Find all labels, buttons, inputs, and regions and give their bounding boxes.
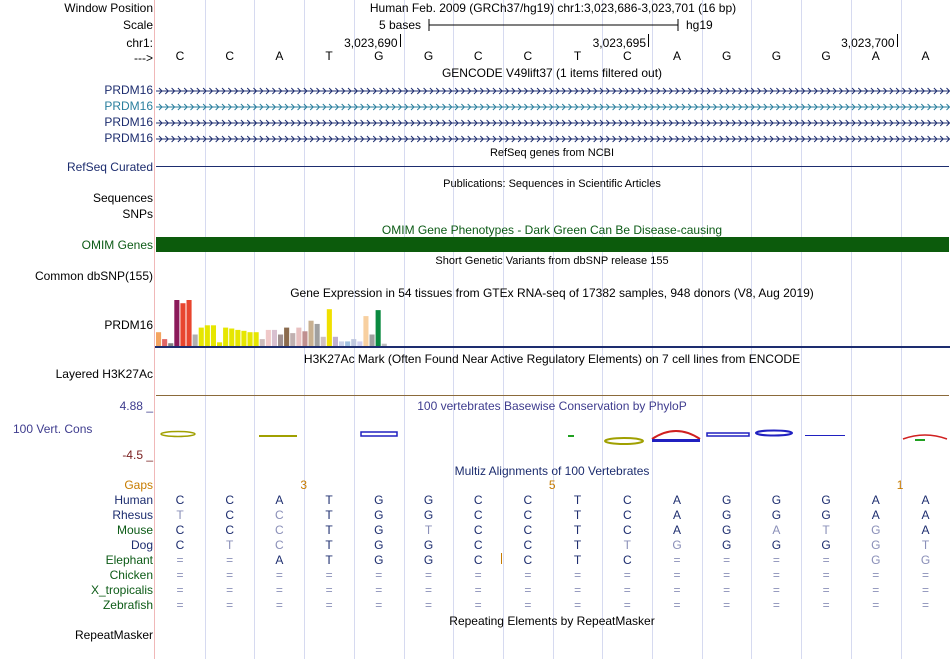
aligned-base: = xyxy=(872,568,880,582)
aligned-base: = xyxy=(325,568,333,582)
h3k27ac-baseline xyxy=(156,395,949,396)
aligned-base: T xyxy=(573,538,582,552)
aligned-base: = xyxy=(226,553,234,567)
insertion-marker xyxy=(501,553,502,564)
gtex-tissue-bar[interactable] xyxy=(370,335,375,347)
gencode-track-title[interactable]: GENCODE V49lift37 (1 items filtered out) xyxy=(441,66,663,80)
aligned-base: = xyxy=(723,553,731,567)
reference-base: C xyxy=(225,49,235,63)
aligned-base: = xyxy=(822,553,830,567)
species-label[interactable]: Zebrafish xyxy=(102,598,153,612)
aligned-base: = xyxy=(424,583,432,597)
aligned-base: = xyxy=(623,598,631,612)
aligned-base: C xyxy=(275,538,284,552)
aligned-base: = xyxy=(772,568,780,582)
refseq-title[interactable]: RefSeq genes from NCBI xyxy=(489,147,615,159)
conservation-max: 4.88 _ xyxy=(119,399,153,413)
aligned-base: = xyxy=(524,598,532,612)
aligned-base: G xyxy=(374,523,384,537)
gtex-tissue-bar[interactable] xyxy=(235,330,240,346)
gtex-tissue-bar[interactable] xyxy=(205,325,210,346)
gtex-tissue-bar[interactable] xyxy=(284,328,289,346)
coord-tick-mark xyxy=(400,34,401,47)
coord-tick-mark xyxy=(897,34,898,47)
aligned-base: G xyxy=(722,493,732,507)
aligned-base: T xyxy=(573,508,582,522)
coord-tick-label: 3,023,700 xyxy=(841,36,895,50)
aligned-base: C xyxy=(225,508,235,522)
aligned-base: = xyxy=(325,598,333,612)
aligned-base: = xyxy=(822,598,830,612)
aligned-base: G xyxy=(423,553,434,567)
gtex-tissue-bar[interactable] xyxy=(315,324,320,346)
aligned-base: G xyxy=(821,493,831,507)
gencode-gene-label[interactable]: PRDM16 xyxy=(104,99,153,113)
species-label[interactable]: Elephant xyxy=(105,553,153,567)
gtex-tissue-bar[interactable] xyxy=(321,337,326,346)
aligned-base: G xyxy=(722,523,732,537)
gtex-tissue-bar[interactable] xyxy=(180,303,185,346)
aligned-base: = xyxy=(574,583,582,597)
aligned-base: G xyxy=(821,508,831,522)
aligned-base: G xyxy=(871,523,881,537)
gap-count: 3 xyxy=(300,478,308,492)
aligned-base: = xyxy=(176,568,184,582)
omim-label[interactable]: OMIM Genes xyxy=(81,238,153,252)
gtex-tissue-bar[interactable] xyxy=(241,331,246,346)
gencode-gene-feature[interactable] xyxy=(155,133,950,145)
aligned-base: G xyxy=(771,538,782,552)
species-label[interactable]: Dog xyxy=(130,538,153,552)
aligned-base: C xyxy=(523,508,533,522)
aligned-base: C xyxy=(473,508,483,522)
scale-value: 5 bases xyxy=(379,18,422,32)
gencode-gene-label[interactable]: PRDM16 xyxy=(104,115,153,129)
aligned-base: G xyxy=(771,508,782,522)
gencode-gene-label[interactable]: PRDM16 xyxy=(104,131,153,145)
gtex-gene-label[interactable]: PRDM16 xyxy=(104,318,153,332)
reference-base: A xyxy=(275,49,284,63)
aligned-base: A xyxy=(275,493,284,507)
gencode-gene-feature[interactable] xyxy=(155,117,950,129)
gtex-tissue-bar[interactable] xyxy=(382,344,387,346)
aligned-base: A xyxy=(871,493,880,507)
conservation-logo[interactable] xyxy=(155,425,950,447)
aligned-base: = xyxy=(623,583,631,597)
aligned-base: = xyxy=(723,568,731,582)
coord-tick-mark xyxy=(648,34,649,47)
gtex-tissue-bar[interactable] xyxy=(363,316,368,346)
aligned-base: T xyxy=(424,523,433,537)
gtex-tissue-bar[interactable] xyxy=(199,328,204,346)
aligned-base: = xyxy=(673,598,681,612)
aligned-base: = xyxy=(822,568,830,582)
gtex-tissue-bar[interactable] xyxy=(290,333,295,346)
aligned-base: T xyxy=(325,538,333,552)
dbsnp-label[interactable]: Common dbSNP(155) xyxy=(34,269,153,283)
gtex-tissue-bar[interactable] xyxy=(187,300,192,346)
gaps-label[interactable]: Gaps xyxy=(124,478,153,492)
aligned-base: T xyxy=(325,553,333,567)
aligned-base: = xyxy=(524,568,532,582)
aligned-base: T xyxy=(325,508,333,522)
gtex-title[interactable]: Gene Expression in 54 tissues from GTEx RNA-seq of 17382 samples, 948 donors (V8, Aug 2019) xyxy=(290,286,814,300)
strand-arrow-label[interactable]: ---> xyxy=(134,51,153,65)
aligned-base: = xyxy=(474,583,482,597)
aligned-base: T xyxy=(176,508,184,522)
aligned-base: = xyxy=(424,568,432,582)
aligned-base: C xyxy=(473,523,483,537)
coord-tick-label: 3,023,695 xyxy=(592,36,646,50)
aligned-base: = xyxy=(275,583,283,597)
aligned-base: G xyxy=(374,493,384,507)
aligned-base: = xyxy=(325,583,333,597)
dbsnp-title[interactable]: Short Genetic Variants from dbSNP release 155 xyxy=(435,255,669,267)
aligned-base: C xyxy=(523,538,533,552)
aligned-base: C xyxy=(175,523,185,537)
aligned-base: = xyxy=(921,568,929,582)
reference-base: G xyxy=(423,49,434,63)
aligned-base: = xyxy=(872,598,880,612)
aligned-base: T xyxy=(573,553,582,567)
gtex-tissue-bar[interactable] xyxy=(260,339,265,346)
aligned-base: C xyxy=(523,493,533,507)
aligned-base: = xyxy=(723,598,731,612)
aligned-base: T xyxy=(325,523,333,537)
gtex-tissue-bar[interactable] xyxy=(266,330,271,346)
reference-base: C xyxy=(523,49,533,63)
aligned-base: = xyxy=(275,568,283,582)
h3k27ac-label[interactable]: Layered H3K27Ac xyxy=(55,367,153,381)
window-position-value[interactable]: Human Feb. 2009 (GRCh37/hg19) chr1:3,023,686-3,023,701 (16 bp) xyxy=(369,1,737,15)
aligned-base: G xyxy=(871,538,881,552)
gtex-tissue-bar[interactable] xyxy=(345,341,350,346)
gencode-gene-feature[interactable] xyxy=(155,101,950,113)
aligned-base: = xyxy=(226,568,234,582)
aligned-base: = xyxy=(921,583,929,597)
aligned-base: G xyxy=(722,508,732,522)
aligned-base: = xyxy=(226,583,234,597)
aligned-base: C xyxy=(175,538,185,552)
species-label[interactable]: Mouse xyxy=(116,523,153,537)
aligned-base: = xyxy=(822,583,830,597)
aligned-base: G xyxy=(920,553,931,567)
aligned-base: = xyxy=(772,553,780,567)
gtex-tissue-bar[interactable] xyxy=(211,325,216,346)
gap-count: 1 xyxy=(896,478,904,492)
aligned-base: C xyxy=(622,508,632,522)
aligned-base: T xyxy=(921,538,930,552)
species-label[interactable]: Human xyxy=(114,493,153,507)
reference-base: G xyxy=(821,49,831,63)
aligned-base: A xyxy=(921,493,930,507)
aligned-base: C xyxy=(473,553,483,567)
aligned-base: C xyxy=(622,493,632,507)
aligned-base: = xyxy=(375,568,383,582)
aligned-base: G xyxy=(821,538,831,552)
refseq-label[interactable]: RefSeq Curated xyxy=(66,160,153,174)
aligned-base: = xyxy=(176,553,184,567)
conservation-label[interactable]: 100 Vert. Cons xyxy=(13,422,93,436)
scale-bar xyxy=(428,18,680,32)
aligned-base: G xyxy=(374,538,384,552)
aligned-base: T xyxy=(325,493,333,507)
aligned-base: = xyxy=(424,598,432,612)
scale-label: Scale xyxy=(122,18,153,32)
chrom-label: chr1: xyxy=(126,36,153,50)
aligned-base: = xyxy=(723,583,731,597)
omim-title[interactable]: OMIM Gene Phenotypes - Dark Green Can Be Disease-causing xyxy=(381,223,723,237)
aligned-base: G xyxy=(672,538,682,552)
reference-base: T xyxy=(325,49,333,63)
reference-base: G xyxy=(722,49,732,63)
aligned-base: C xyxy=(523,523,533,537)
gtex-tissue-bar[interactable] xyxy=(309,321,314,346)
aligned-base: = xyxy=(275,598,283,612)
gtex-tissue-bar[interactable] xyxy=(229,329,234,346)
aligned-base: A xyxy=(921,508,930,522)
gtex-tissue-bar[interactable] xyxy=(248,332,253,346)
aligned-base: = xyxy=(375,583,383,597)
gtex-tissue-bar[interactable] xyxy=(254,332,259,346)
aligned-base: C xyxy=(225,493,235,507)
sequences-label[interactable]: Sequences xyxy=(92,191,153,205)
gtex-tissue-bar[interactable] xyxy=(168,343,173,346)
aligned-base: A xyxy=(921,523,930,537)
aligned-base: = xyxy=(474,568,482,582)
aligned-base: A xyxy=(275,553,284,567)
gencode-gene-feature[interactable] xyxy=(155,85,950,97)
aligned-base: = xyxy=(176,583,184,597)
aligned-base: = xyxy=(574,568,582,582)
publications-title[interactable]: Publications: Sequences in Scientific Articles xyxy=(443,178,661,190)
gtex-tissue-bar[interactable] xyxy=(217,342,222,346)
reference-base: C xyxy=(473,49,483,63)
gtex-tissue-bar[interactable] xyxy=(156,332,161,346)
scale-assembly: hg19 xyxy=(686,18,713,32)
h3k27ac-title[interactable]: H3K27Ac Mark (Often Found Near Active Regulatory Elements) on 7 cell lines from ENCODE xyxy=(303,352,801,366)
aligned-base: G xyxy=(423,493,434,507)
gtex-tissue-bar[interactable] xyxy=(351,339,356,346)
aligned-base: = xyxy=(673,583,681,597)
aligned-base: T xyxy=(226,538,234,552)
aligned-base: A xyxy=(672,493,681,507)
gtex-bar-chart[interactable] xyxy=(155,298,950,350)
aligned-base: T xyxy=(573,523,582,537)
gtex-tissue-bar[interactable] xyxy=(302,331,307,346)
reference-base: A xyxy=(871,49,880,63)
reference-base: A xyxy=(921,49,930,63)
species-label[interactable]: Chicken xyxy=(109,568,153,582)
reference-base: G xyxy=(771,49,782,63)
aligned-base: = xyxy=(772,583,780,597)
gtex-tissue-bar[interactable] xyxy=(272,330,277,346)
gtex-tissue-bar[interactable] xyxy=(296,328,301,346)
aligned-base: = xyxy=(673,553,681,567)
aligned-base: T xyxy=(573,493,582,507)
aligned-base: C xyxy=(523,553,533,567)
refseq-gene-line[interactable] xyxy=(156,166,949,167)
species-label[interactable]: X_tropicalis xyxy=(90,583,153,597)
conservation-title[interactable]: 100 vertebrates Basewise Conservation by PhyloP xyxy=(417,399,687,413)
aligned-base: A xyxy=(672,508,681,522)
coord-tick-label: 3,023,690 xyxy=(344,36,398,50)
aligned-base: G xyxy=(423,538,434,552)
aligned-base: T xyxy=(623,538,631,552)
species-label[interactable]: Rhesus xyxy=(112,508,153,522)
aligned-base: C xyxy=(275,508,284,522)
repeatmasker-title[interactable]: Repeating Elements by RepeatMasker xyxy=(449,614,655,628)
gtex-tissue-bar[interactable] xyxy=(193,335,198,347)
aligned-base: = xyxy=(375,598,383,612)
aligned-base: G xyxy=(722,538,732,552)
aligned-base: C xyxy=(175,493,185,507)
aligned-base: G xyxy=(374,508,384,522)
gtex-tissue-bar[interactable] xyxy=(357,341,362,346)
conservation-min: -4.5 _ xyxy=(122,448,153,462)
aligned-base: C xyxy=(622,523,632,537)
aligned-base: T xyxy=(822,523,830,537)
aligned-base: G xyxy=(423,508,434,522)
aligned-base: C xyxy=(275,523,284,537)
gtex-tissue-bar[interactable] xyxy=(162,339,167,346)
snps-label[interactable]: SNPs xyxy=(122,207,153,221)
aligned-base: = xyxy=(574,598,582,612)
reference-base: C xyxy=(622,49,632,63)
reference-base: A xyxy=(672,49,681,63)
aligned-base: = xyxy=(872,583,880,597)
gtex-tissue-bar[interactable] xyxy=(174,300,179,346)
aligned-base: = xyxy=(673,568,681,582)
omim-feature-bar[interactable] xyxy=(156,237,949,252)
gtex-tissue-bar[interactable] xyxy=(278,335,283,347)
multiz-title[interactable]: Multiz Alignments of 100 Vertebrates xyxy=(454,464,650,478)
aligned-base: A xyxy=(672,523,681,537)
aligned-base: C xyxy=(622,553,632,567)
window-position-label: Window Position xyxy=(64,1,153,15)
reference-base: T xyxy=(573,49,582,63)
gap-count: 5 xyxy=(548,478,556,492)
aligned-base: A xyxy=(772,523,781,537)
repeatmasker-label[interactable]: RepeatMasker xyxy=(74,628,153,642)
aligned-base: G xyxy=(871,553,881,567)
aligned-base: G xyxy=(771,493,782,507)
aligned-base: C xyxy=(225,523,235,537)
gtex-tissue-bar[interactable] xyxy=(327,309,332,346)
aligned-base: = xyxy=(623,568,631,582)
gtex-tissue-bar[interactable] xyxy=(223,328,228,346)
gencode-gene-label[interactable]: PRDM16 xyxy=(104,83,153,97)
gtex-tissue-bar[interactable] xyxy=(376,310,381,346)
aligned-base: = xyxy=(176,598,184,612)
aligned-base: C xyxy=(473,493,483,507)
aligned-base: = xyxy=(524,583,532,597)
gtex-tissue-bar[interactable] xyxy=(339,341,344,346)
aligned-base: = xyxy=(474,598,482,612)
reference-base: G xyxy=(374,49,384,63)
aligned-base: G xyxy=(374,553,384,567)
aligned-base: = xyxy=(921,598,929,612)
aligned-base: C xyxy=(473,538,483,552)
reference-base: C xyxy=(175,49,185,63)
gtex-tissue-bar[interactable] xyxy=(333,337,338,346)
aligned-base: = xyxy=(226,598,234,612)
aligned-base: A xyxy=(871,508,880,522)
aligned-base: = xyxy=(772,598,780,612)
